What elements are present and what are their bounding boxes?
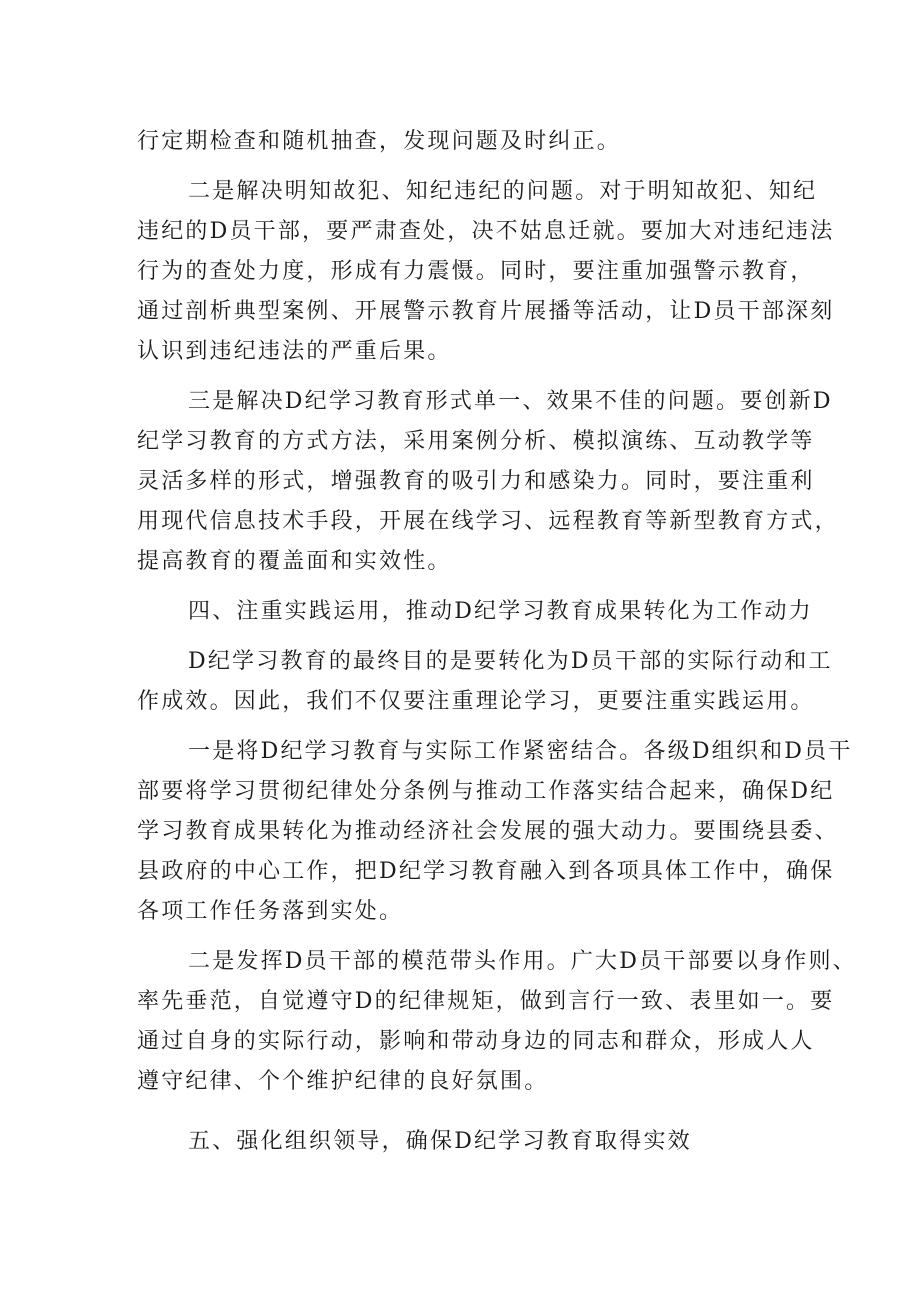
- text-line: 通过自身的实际行动，影响和带动身边的同志和群众，形成人人: [137, 1029, 815, 1054]
- paragraph-start-line: D纪学习教育的最终目的是要转化为D员干部的实际行动和工: [188, 649, 833, 674]
- text-line: 遵守纪律、个个维护纪律的良好氛围。: [137, 1069, 549, 1094]
- section-heading-4: 四、注重实践运用，推动D纪学习教育成果转化为工作动力: [188, 599, 813, 624]
- text-line: 通过剖析典型案例、开展警示教育片展播等活动，让D员干部深刻: [137, 299, 835, 324]
- text-line: 部要将学习贯彻纪律处分条例与推动工作落实结合起来，确保D纪: [137, 779, 835, 804]
- text-line: 各项工作任务落到实处。: [137, 899, 404, 924]
- text-line: 县政府的中心工作，把D纪学习教育融入到各项具体工作中，确保: [137, 859, 835, 884]
- text-line: 行定期检查和随机抽查，发现问题及时纠正。: [137, 129, 622, 154]
- paragraph-start-line: 一是将D纪学习教育与实际工作紧密结合。各级D组织和D员干: [188, 739, 853, 764]
- text-line: 作成效。因此，我们不仅要注重理论学习，更要注重实践运用。: [137, 689, 815, 714]
- text-line: 纪学习教育的方式方法，采用案例分析、模拟演练、互动教学等: [137, 429, 815, 454]
- text-line: 学习教育成果转化为推动经济社会发展的强大动力。要围绕县委、: [137, 819, 839, 844]
- text-line: 率先垂范，自觉遵守D的纪律规矩，做到言行一致、表里如一。要: [137, 989, 835, 1014]
- section-heading-5: 五、强化组织领导，确保D纪学习教育取得实效: [188, 1129, 692, 1154]
- text-line: 行为的查处力度，形成有力震慑。同时，要注重加强警示教育，: [137, 259, 815, 284]
- text-line: 违纪的D员干部，要严肃查处，决不姑息迁就。要加大对违纪违法: [137, 219, 835, 244]
- text-line: 灵活多样的形式，增强教育的吸引力和感染力。同时，要注重利: [137, 469, 815, 494]
- text-line: 认识到违纪违法的严重后果。: [137, 339, 452, 364]
- text-line: 提高教育的覆盖面和实效性。: [137, 549, 452, 574]
- paragraph-start-line: 三是解决D纪学习教育形式单一、效果不佳的问题。要创新D: [188, 389, 833, 414]
- text-line: 用现代信息技术手段，开展在线学习、远程教育等新型教育方式，: [137, 509, 839, 534]
- paragraph-start-line: 二是解决明知故犯、知纪违纪的问题。对于明知故犯、知纪: [188, 179, 818, 204]
- paragraph-start-line: 二是发挥D员干部的模范带头作用。广大D员干部要以身作则、: [188, 949, 857, 974]
